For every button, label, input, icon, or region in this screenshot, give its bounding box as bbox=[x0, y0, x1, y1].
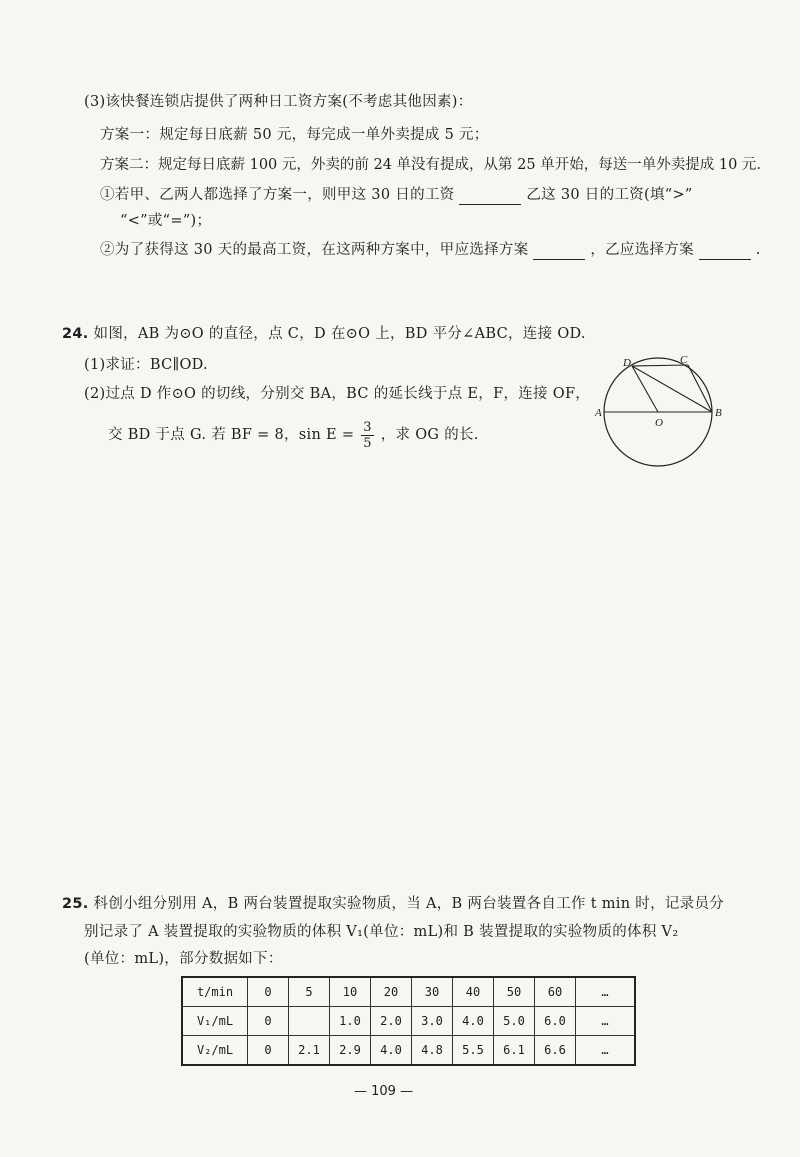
table-row-time bbox=[182, 977, 635, 1007]
q23-sub1-text-b: 乙这 30 日的工资(填“>” bbox=[526, 187, 693, 203]
table-cell: 2.0 bbox=[371, 1007, 412, 1036]
label-c: C bbox=[680, 354, 688, 366]
table-cell: 20 bbox=[371, 977, 412, 1007]
table-cell: … bbox=[576, 1036, 636, 1066]
q24-part2-line2 bbox=[108, 418, 479, 452]
q23-sub1-cont: “<”或“=”)； bbox=[120, 213, 212, 229]
q25-line1-text: 科创小组分别用 A，B 两台装置提取实验物质，当 A，B 两台装置各自工作 t min 时，记录员分 bbox=[93, 896, 725, 912]
q25-line3: (单位：mL)，部分数据如下： bbox=[84, 951, 283, 967]
page-number: — 109 — bbox=[354, 1084, 414, 1099]
q25-data-table bbox=[181, 976, 636, 1066]
q23-sub2-blank-jia[interactable] bbox=[533, 243, 585, 260]
q24-stem-text: 如图，AB 为⊙O 的直径，点 C，D 在⊙O 上，BD 平分∠ABC，连接 OD. bbox=[93, 326, 586, 342]
table-cell: 4.8 bbox=[412, 1036, 453, 1066]
q23-sub2-text-a: ②为了获得这 30 天的最高工资，在这两种方案中，甲应选择方案 bbox=[100, 242, 529, 258]
q23-sub1-text-a: ①若甲、乙两人都选择了方案一，则甲这 30 日的工资 bbox=[100, 187, 455, 203]
label-d: D bbox=[623, 357, 631, 369]
q24-part2-text-c: ，求 OG 的长. bbox=[380, 427, 479, 443]
table-cell: 0 bbox=[248, 1007, 289, 1036]
table-cell: t/min bbox=[182, 977, 248, 1007]
table-cell: 5 bbox=[289, 977, 330, 1007]
q23-plan-two: 方案二：规定每日底薪 100 元，外卖的前 24 单没有提成，从第 25 单开始，每送一单外卖提成 10 元. bbox=[100, 157, 762, 173]
table-cell: 5.5 bbox=[453, 1036, 494, 1066]
table-cell: 0 bbox=[248, 977, 289, 1007]
q25-line2: 别记录了 A 装置提取的实验物质的体积 V₁(单位：mL)和 B 装置提取的实验物质的体积 V₂ bbox=[84, 924, 679, 940]
q24-number: 24. bbox=[62, 326, 89, 342]
label-b: B bbox=[715, 407, 722, 419]
q24-part1: (1)求证：BC∥OD. bbox=[84, 357, 208, 373]
q23-sub1-blank[interactable] bbox=[459, 188, 521, 205]
q23-sub2 bbox=[100, 240, 761, 260]
q23-sub1 bbox=[100, 185, 693, 205]
table-cell: 6.1 bbox=[494, 1036, 535, 1066]
q24-part2-line1: (2)过点 D 作⊙O 的切线，分别交 BA，BC 的延长线于点 E，F，连接 OF， bbox=[84, 386, 591, 402]
table-cell: 30 bbox=[412, 977, 453, 1007]
q24-part2-text-b: 交 BD 于点 G. 若 BF = 8，sin E = bbox=[108, 427, 355, 443]
table-cell: … bbox=[576, 977, 636, 1007]
table-row-v1 bbox=[182, 1007, 635, 1036]
table-cell: 4.0 bbox=[453, 1007, 494, 1036]
table-cell: V₂/mL bbox=[182, 1036, 248, 1066]
table-cell: 10 bbox=[330, 977, 371, 1007]
q23-sub2-blank-yi[interactable] bbox=[699, 243, 751, 260]
table-cell: 40 bbox=[453, 977, 494, 1007]
table-cell: 6.6 bbox=[535, 1036, 576, 1066]
table-cell: 6.0 bbox=[535, 1007, 576, 1036]
q23-part3-intro: (3)该快餐连锁店提供了两种日工资方案(不考虑其他因素)： bbox=[84, 94, 473, 110]
q23-sub2-text-b: ，乙应选择方案 bbox=[590, 242, 694, 258]
table-cell: … bbox=[576, 1007, 636, 1036]
label-o: O bbox=[655, 417, 663, 429]
table-row-v2 bbox=[182, 1036, 635, 1066]
table-cell: 60 bbox=[535, 977, 576, 1007]
q25-line1 bbox=[62, 894, 724, 914]
table-cell: 3.0 bbox=[412, 1007, 453, 1036]
table-cell: 4.0 bbox=[371, 1036, 412, 1066]
label-a: A bbox=[595, 407, 602, 419]
q25-number: 25. bbox=[62, 896, 89, 912]
q24-fraction-numerator: 3 bbox=[363, 419, 372, 435]
table-cell: V₁/mL bbox=[182, 1007, 248, 1036]
q24-circle-figure bbox=[592, 346, 727, 471]
table-cell: 1.0 bbox=[330, 1007, 371, 1036]
table-cell: 50 bbox=[494, 977, 535, 1007]
table-cell: 0 bbox=[248, 1036, 289, 1066]
table-cell: 2.9 bbox=[330, 1036, 371, 1066]
q24-fraction-denominator: 5 bbox=[363, 435, 372, 451]
q24-fraction bbox=[361, 420, 374, 451]
q23-sub2-end: . bbox=[755, 242, 761, 258]
table-cell-blank[interactable] bbox=[289, 1007, 330, 1036]
q23-plan-one: 方案一：规定每日底薪 50 元，每完成一单外卖提成 5 元； bbox=[100, 127, 489, 143]
table-cell: 5.0 bbox=[494, 1007, 535, 1036]
table-cell: 2.1 bbox=[289, 1036, 330, 1066]
q24-stem bbox=[62, 324, 586, 344]
